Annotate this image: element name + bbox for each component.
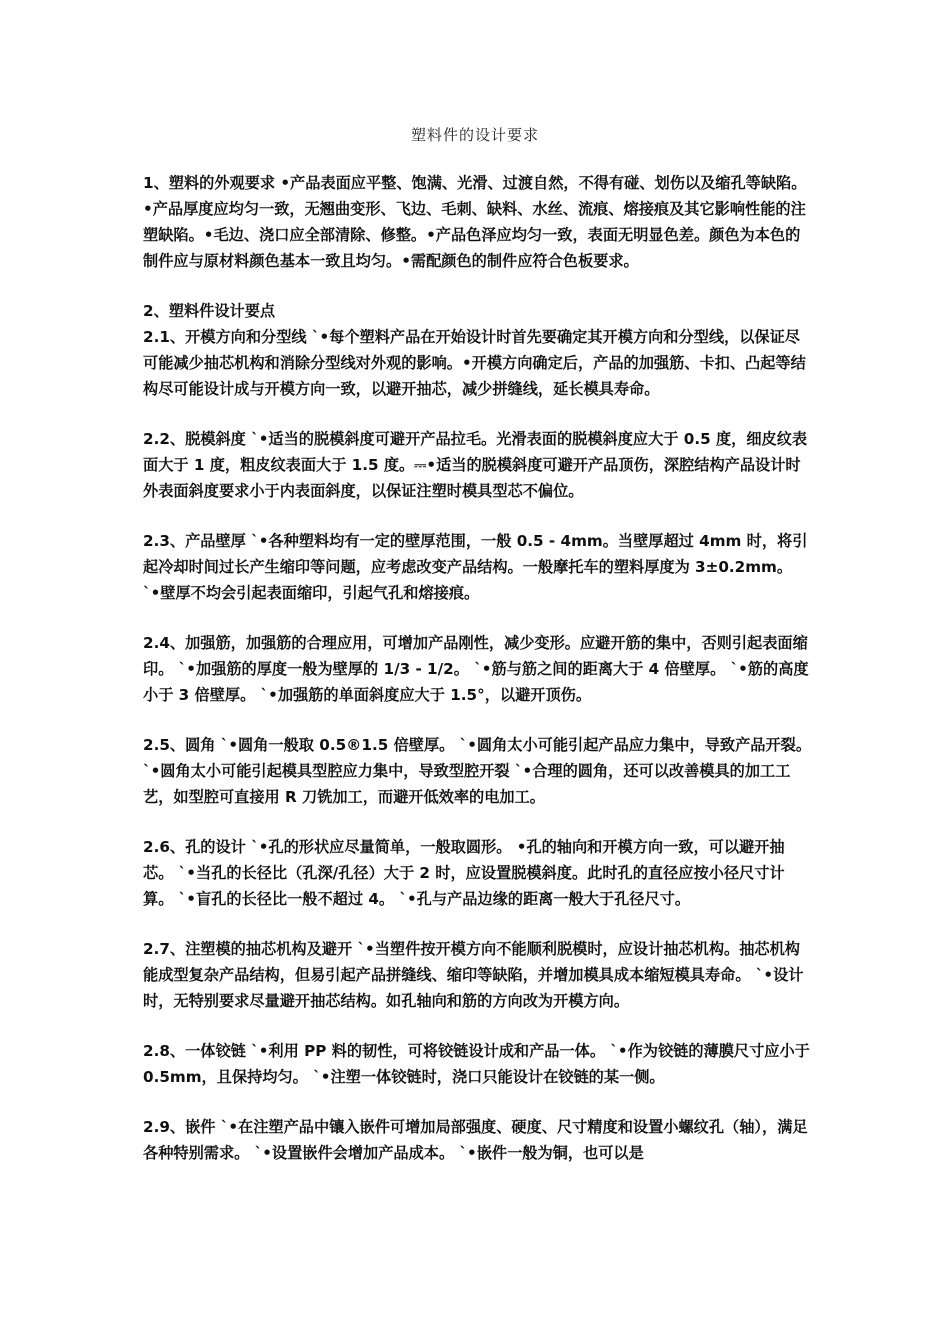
document-body (143, 170, 813, 1190)
paragraph-text: 2.6、孔的设计 `•孔的形状应尽量简单，一般取圆形。 •孔的轴向和开模方向一致，可以避开抽芯。 `•当孔的长径比（孔深/孔径）大于 2 时，应设置脱模斜度。此时孔的直径应按小径尺寸计算。 `•盲孔的长径比一般不超过 4。 `•孔与产品边缘的距离一般大于孔径尺寸。 (143, 838, 785, 908)
paragraph-text: 1、塑料的外观要求 •产品表面应平整、饱满、光滑、过渡自然，不得有碰、划伤以及缩孔等缺陷。•产品厚度应均匀一致，无翘曲变形、飞边、毛刺、缺料、水丝、流痕、熔接痕及其它影响性能的注塑缺陷。•毛边、浇口应全部清除、修整。•产品色泽应均匀一致，表面无明显色差。颜色为本色的制件应与原材料颜色基本一致且均匀。•需配颜色的制件应符合色板要求。 (143, 174, 807, 270)
section-2-5-fillets (143, 732, 813, 810)
section-2-3-wall-thickness (143, 528, 813, 606)
paragraph-text: 2.1、开模方向和分型线 `•每个塑料产品在开始设计时首先要确定其开模方向和分型线，以保证尽可能减少抽芯机构和消除分型线对外观的影响。•开模方向确定后，产品的加强筋、卡扣、凸起等结构尽可能设计成与开模方向一致，以避开抽芯，减少拼缝线，延长模具寿命。 (143, 328, 806, 398)
section-2-2-draft-angle (143, 426, 813, 504)
paragraph-text: 2.2、脱模斜度 `•适当的脱模斜度可避开产品拉毛。光滑表面的脱模斜度应大于 0.5 度，细皮纹表面大于 1 度，粗皮纹表面大于 1.5 度。⎓•适当的脱模斜度可避开产品顶伤，深腔结构产品设计时外表面斜度要求小于内表面斜度，以保证注塑时模具型芯不偏位。 (143, 430, 808, 500)
paragraph-text: 2.7、注塑模的抽芯机构及避开 `•当塑件按开模方向不能顺利脱模时，应设计抽芯机构。抽芯机构能成型复杂产品结构，但易引起产品拼缝线、缩印等缺陷，并增加模具成本缩短模具寿命。 `•设计时，无特别要求尽量避开抽芯结构。如孔轴向和筋的方向改为开模方向。 (143, 940, 804, 1010)
section-2-9-inserts (143, 1114, 813, 1166)
section-2-7-core-pull (143, 936, 813, 1014)
paragraph-text: 2.9、嵌件 `•在注塑产品中镶入嵌件可增加局部强度、硬度、尺寸精度和设置小螺纹孔（轴），满足各种特别需求。 `•设置嵌件会增加产品成本。 `•嵌件一般为铜，也可以是 (143, 1118, 808, 1162)
section-heading: 2、塑料件设计要点 (143, 302, 276, 320)
document-title: 塑料件的设计要求 (410, 126, 539, 144)
section-1-appearance (143, 170, 813, 274)
paragraph-text: 2.4、加强筋，加强筋的合理应用，可增加产品刚性，减少变形。应避开筋的集中，否则引起表面缩印。 `•加强筋的厚度一般为壁厚的 1/3 - 1/2。 `•筋与筋之间的距离大于 4 倍壁厚。 `•筋的高度小于 3 倍壁厚。 `•加强筋的单面斜度应大于 1.5°，以避开顶伤。 (143, 634, 809, 704)
section-2-6-holes (143, 834, 813, 912)
section-2-4-ribs (143, 630, 813, 708)
section-2-8-living-hinge (143, 1038, 813, 1090)
section-2-design-points (143, 298, 813, 402)
paragraph-text: 2.3、产品壁厚 `•各种塑料均有一定的壁厚范围，一般 0.5 - 4mm。当壁厚超过 4mm 时，将引起冷却时间过长产生缩印等问题，应考虑改变产品结构。一般摩托车的塑料厚度为 3±0.2mm。 `•壁厚不均会引起表面缩印，引起气孔和熔接痕。 (143, 532, 808, 602)
paragraph-text: 2.8、一体铰链 `•利用 PP 料的韧性，可将铰链设计成和产品一体。 `•作为铰链的薄膜尺寸应小于 0.5mm，且保持均匀。 `•注塑一体铰链时，浇口只能设计在铰链的某一侧。 (143, 1042, 810, 1086)
paragraph-text: 2.5、圆角 `•圆角一般取 0.5®1.5 倍壁厚。 `•圆角太小可能引起产品应力集中，导致产品开裂。 `•圆角太小可能引起模具型腔应力集中，导致型腔开裂 `•合理的圆角，还可以改善模具的加工工艺，如型腔可直接用 R 刀铣加工，而避开低效率的电加工。 (143, 736, 812, 806)
